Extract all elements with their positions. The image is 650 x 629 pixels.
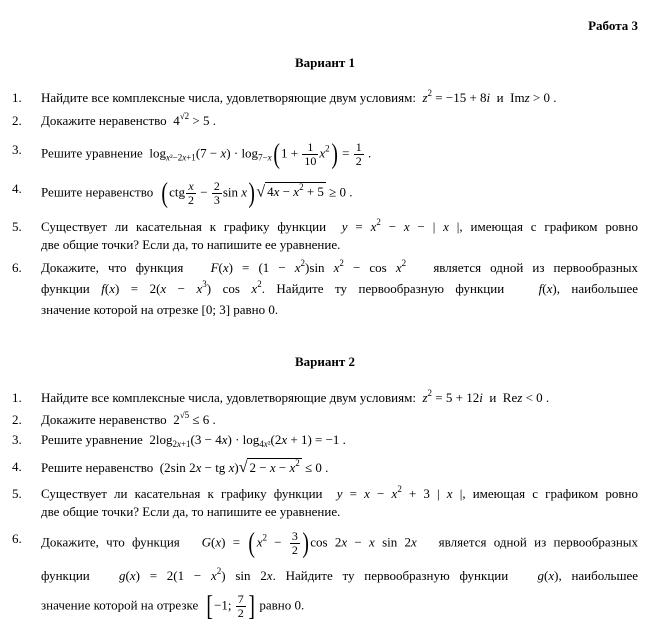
- v2-problem-3: [12, 431, 638, 449]
- re-operator: Re: [502, 390, 518, 405]
- problem-text: . Найдите ту первообразную функции: [272, 568, 509, 583]
- v2-problem-1: [12, 389, 638, 407]
- problem-number: 4.: [12, 181, 22, 196]
- problem-line: значение которой на отрезке [0; 3] равно 0.: [41, 302, 279, 317]
- problem-number: 5.: [12, 219, 22, 234]
- im-operator: Im: [510, 90, 525, 105]
- v2-problem-2: [12, 411, 638, 429]
- problem-line: две общие точки? Если да, то напишите ее уравнение.: [41, 237, 341, 252]
- v1-problem-1: [12, 89, 638, 107]
- sin-operator: sin: [170, 460, 186, 475]
- problem-text: Найдите все комплексные числа, удовлетворяющие двум условиям:: [41, 390, 416, 405]
- sin-operator: sin: [222, 184, 239, 200]
- problem-line: Найдите все комплексные числа, удовлетворяющие двум условиям: $z^2 = 5 + 12i$ и Rez < 0 .: [41, 388, 550, 405]
- problem-text: Решите уравнение: [41, 145, 143, 161]
- conj-and: и: [496, 90, 504, 105]
- problem-number: 3.: [12, 432, 22, 447]
- problem-text: Решите уравнение: [41, 432, 143, 447]
- problem-text: , наибольшее: [558, 568, 639, 583]
- problem-text: Докажите, что функция: [41, 260, 184, 275]
- cos-operator: cos: [222, 281, 240, 296]
- problem-text: Существует ли касательная к графику функции: [41, 219, 327, 234]
- problem-number: 2.: [12, 412, 22, 427]
- problem-line: значение которой на отрезке [−1; $\frac{7}{2}$ ] равно 0.: [41, 591, 305, 623]
- log-operator: log: [155, 432, 173, 447]
- variant-1-title: Вариант 1: [294, 55, 356, 70]
- problem-number: 1.: [12, 90, 22, 105]
- problem-line: Докажите, что функция $F(x) = (1 - x^2)\sin$ $x^2 - \cos x^2$ является одной из первообразных: [41, 258, 639, 275]
- problem-line: Докажите неравенство $2^{√5} \le 6$ .: [41, 410, 216, 427]
- problem-line: Существует ли касательная к графику функции $y = x - x^2 + 3$ | x |, имеющая с графиком ровно: [41, 484, 638, 501]
- problem-text: значение которой на отрезке: [41, 597, 199, 613]
- cos-operator: cos: [310, 534, 328, 550]
- problem-text: Существует ли касательная к графику функции: [41, 486, 323, 501]
- ctg-operator: ctg: [169, 184, 186, 200]
- work-title: Работа 3: [588, 18, 638, 33]
- variant-2-title: Вариант 2: [294, 354, 356, 369]
- problem-line: две общие точки? Если да, то напишите ее уравнение.: [41, 504, 341, 519]
- v2-problem-4: [12, 458, 638, 477]
- problem-text: Решите неравенство: [41, 184, 154, 200]
- problem-number: 5.: [12, 486, 22, 501]
- problem-text: Докажите, что функция: [41, 534, 180, 550]
- problem-line: Существует ли касательная к графику функции $y = x^2 - x$ − | x |, имеющая с графиком ровно: [41, 217, 638, 234]
- problem-line: Докажите неравенство $4^{√2} > 5$ .: [41, 111, 216, 128]
- problem-text: , имеющая с графиком ровно: [462, 486, 638, 501]
- log-operator: log: [241, 145, 259, 161]
- problem-line: Найдите все комплексные числа, удовлетворяющие двум условиям: $z^2 = -15 + 8i$ и Imz > 0 .: [41, 88, 557, 105]
- problem-line: Решите уравнение $\log_{x^2-2x+1}(7 - x) \cdot \log_{7-x}(1$ + $\frac{1}{10}$ $x^2$) = $\frac{1}{2}$ .: [41, 139, 372, 171]
- problem-number: 6.: [12, 531, 22, 546]
- problem-text: Докажите неравенство: [41, 412, 167, 427]
- problem-text: функции: [41, 281, 90, 296]
- problem-text: Найдите все комплексные числа, удовлетворяющие двум условиям:: [41, 90, 416, 105]
- problem-text: . Найдите ту первообразную функции: [261, 281, 505, 296]
- problem-number: 6.: [12, 260, 22, 275]
- v1-problem-5: [12, 218, 638, 254]
- problem-number: 3.: [12, 142, 22, 157]
- problem-text: , имеющая с графиком ровно: [459, 219, 638, 234]
- problem-line: Решите неравенство (2sin 2x − tg x)√ $2 - x - x^2 \le 0$ .: [41, 458, 329, 476]
- v1-problem-2: [12, 112, 638, 130]
- problem-text: Докажите неравенство: [41, 113, 167, 128]
- v1-problem-3: [12, 139, 638, 171]
- problem-line: функции $f(x) = 2(x - x^3)$ $\cos x^2$. Найдите ту первообразную функции f(x), наибольшее: [41, 279, 639, 296]
- problem-line: функции $g(x) = 2(1 - x^2)$ sin 2x. Найдите ту первообразную функции g(x), наибольшее: [41, 566, 639, 583]
- problem-number: 4.: [12, 459, 22, 474]
- problem-text: равно 0.: [259, 597, 305, 613]
- tg-operator: tg: [215, 460, 226, 475]
- problem-number: 2.: [12, 113, 22, 128]
- problem-line: Решите неравенство (ctg $\frac{x}{2}$ − $\frac{2}{3}$ sin x)√ $4x - x^2 + 5 \ge 0$ .: [41, 178, 353, 210]
- sin-operator: sin: [382, 534, 398, 550]
- problem-text: является одной из первообразных: [438, 534, 639, 550]
- problem-text: , наибольшее: [556, 281, 639, 296]
- sin-operator: sin: [309, 260, 325, 275]
- conj-and: и: [489, 390, 497, 405]
- problem-text: функции: [41, 568, 90, 583]
- problem-text: Решите неравенство: [41, 460, 154, 475]
- problem-line: Докажите, что функция $G(x) = (x^2$ − $\frac{3}{2}$ )cos 2x − x sin 2x является одной из первообразных: [41, 528, 639, 560]
- sin-operator: sin: [235, 568, 251, 583]
- v1-problem-4: [12, 178, 638, 210]
- problem-line: Решите уравнение $2\log_{2x+1}(3 - 4x) \cdot \log_{4x^2}(2x + 1) = -1$ .: [41, 432, 346, 449]
- log-operator: log: [149, 145, 166, 161]
- v2-problem-6: [12, 528, 639, 623]
- problem-text: является одной из первообразных: [433, 260, 639, 275]
- problem-number: 1.: [12, 390, 22, 405]
- v1-problem-6: [12, 259, 638, 319]
- v2-problem-5: [12, 485, 638, 521]
- cos-operator: cos: [369, 260, 387, 275]
- log-operator: log: [242, 432, 260, 447]
